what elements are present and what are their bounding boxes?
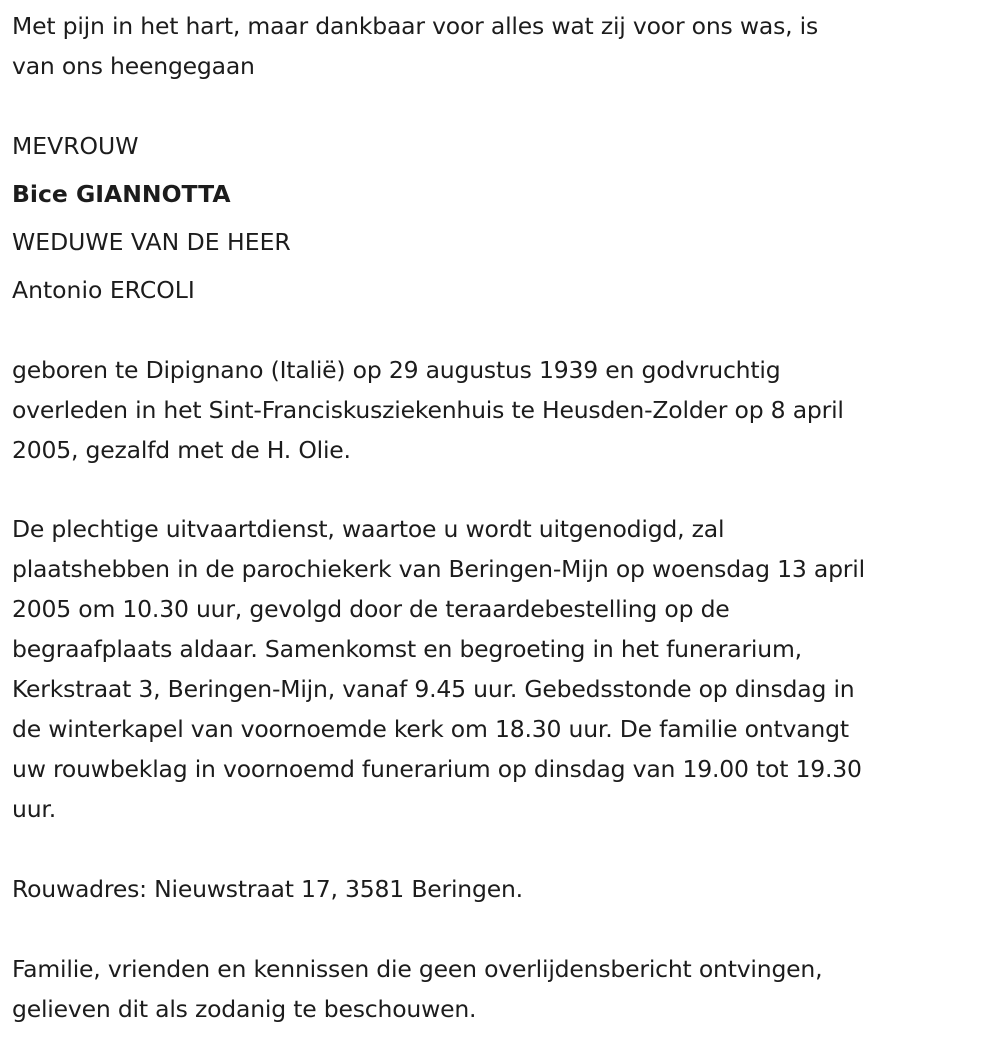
text-line: van ons heengegaan xyxy=(12,52,255,80)
text-line: de winterkapel van voornoemde kerk om 18.30 uur. De familie ontvangt xyxy=(12,715,849,743)
text-line: overleden in het Sint-Franciskusziekenhuis te Heusden-Zolder op 8 april xyxy=(12,396,844,424)
text-line: Met pijn in het hart, maar dankbaar voor alles wat zij voor ons was, is xyxy=(12,12,819,40)
text-line: uw rouwbeklag in voornoemd funerarium op dinsdag van 19.00 tot 19.30 xyxy=(12,755,862,783)
text-line: 2005 om 10.30 uur, gevolgd door de teraardebestelling op de xyxy=(12,595,730,623)
text-line: De plechtige uitvaartdienst, waartoe u wordt uitgenodigd, zal xyxy=(12,515,725,543)
closing-paragraph xyxy=(12,949,997,1029)
name-block xyxy=(12,122,997,314)
text-line: uur. xyxy=(12,795,56,823)
text-line: gelieven dit als zodanig te beschouwen. xyxy=(12,995,477,1023)
spouse-name: Antonio ERCOLI xyxy=(12,276,195,304)
text-line: Rouwadres: Nieuwstraat 17, 3581 Beringen. xyxy=(12,875,523,903)
intro-paragraph xyxy=(12,6,997,86)
address-paragraph xyxy=(12,869,997,909)
birth-death-paragraph xyxy=(12,350,997,470)
funeral-paragraph xyxy=(12,509,997,829)
text-line: Familie, vrienden en kennissen die geen overlijdensbericht ontvingen, xyxy=(12,955,823,983)
deceased-name: Bice GIANNOTTA xyxy=(12,180,231,208)
honorific: MEVROUW xyxy=(12,132,139,160)
text-line: begraafplaats aldaar. Samenkomst en begroeting in het funerarium, xyxy=(12,635,802,663)
text-line: 2005, gezalfd met de H. Olie. xyxy=(12,436,351,464)
relation: WEDUWE VAN DE HEER xyxy=(12,228,291,256)
text-line: geboren te Dipignano (Italië) op 29 augustus 1939 en godvruchtig xyxy=(12,356,781,384)
text-line: plaatshebben in de parochiekerk van Beringen-Mijn op woensdag 13 april xyxy=(12,555,865,583)
text-line: Kerkstraat 3, Beringen-Mijn, vanaf 9.45 uur. Gebedsstonde op dinsdag in xyxy=(12,675,855,703)
